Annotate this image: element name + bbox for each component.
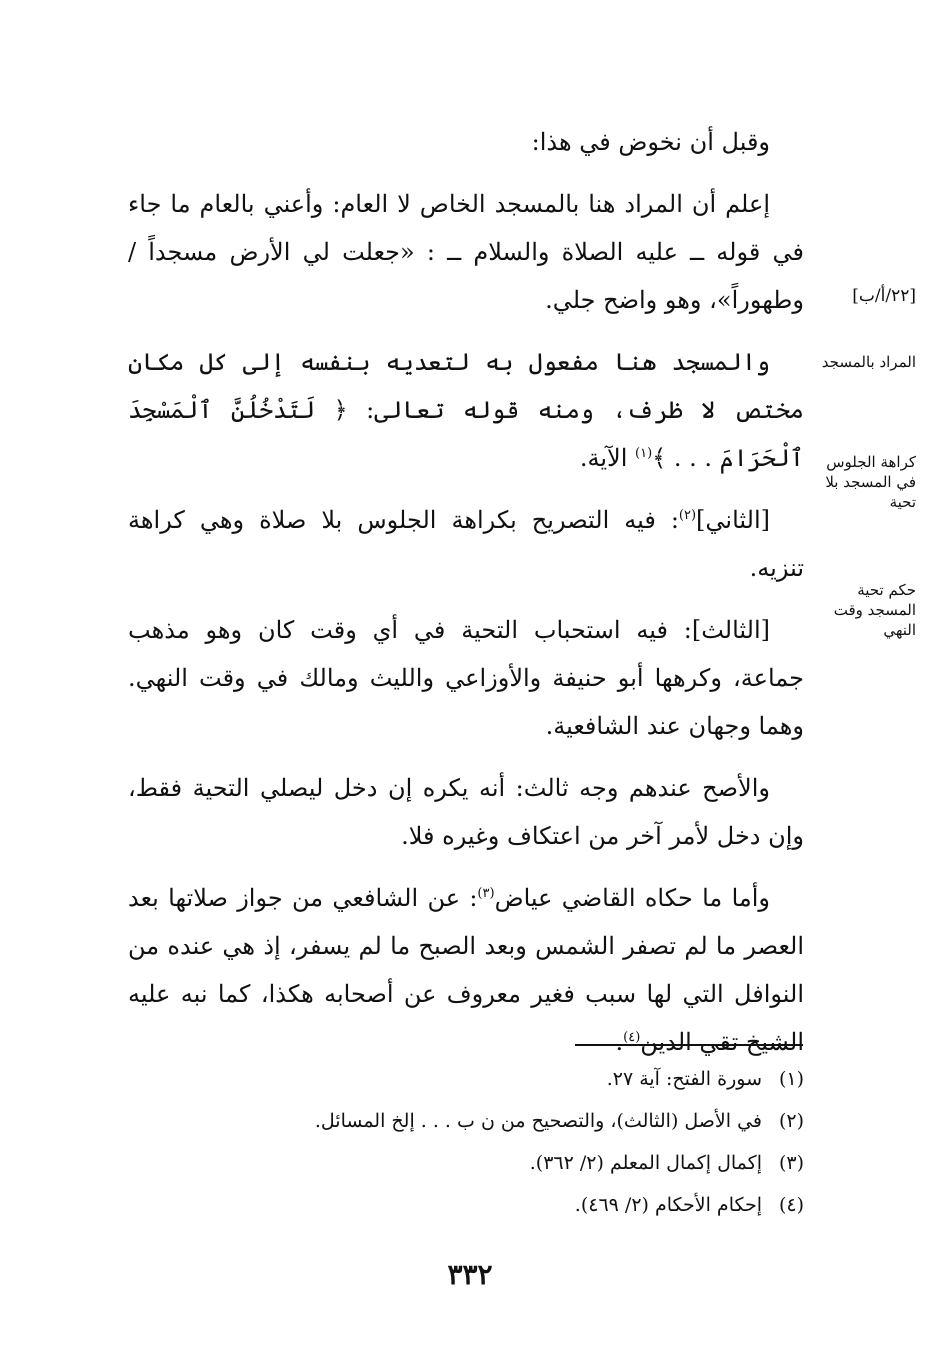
footnote-text: سورة الفتح: آية ٢٧. [606,1068,762,1090]
footnote-ref-2: (٢) [678,508,697,523]
footnote-4 [575,1192,804,1218]
paragraph-4-text: : فيه استحباب التحية في أي وقت كان وهو مذهب جماعة، وكرهها أبو حنيفة والأوزاعي والليث ومالك في وقت النهي. وهما وجهان عند الشافعية. [128,616,804,740]
footnote-number: (١) [778,1068,804,1090]
paragraph-6 [128,874,804,1066]
footnote-text: إكمال إكمال المعلم (٢/ ٣٦٢). [529,1152,762,1174]
margin-note-3: حكم تحية المسجد وقت النهي [833,581,916,639]
footnote-number: (٢) [778,1110,804,1132]
paragraph-3-text: : فيه التصريح بكراهة الجلوس بلا صلاة وهي كراهة تنزيه. [128,506,804,582]
paragraph-4 [128,606,804,750]
paragraph-2-text: والمسجد هنا مفعول به لتعديه بنفسه إلى كل مكان مختص لا ظرف، ومنه قوله تعالى: ﴿ لَتَدْخُلُنَّ ٱلْمَسْجِدَ ٱلْحَرَامَ . . . ﴾ [128,348,804,472]
footnote-ref-1: (١) [635,446,653,461]
paragraph-1: إعلم أن المراد هنا بالمسجد الخاص لا العام: وأعني بالعام ما جاء في قوله ــ عليه الصلاة والسلام ــ : «جعلت لي الأرض مسجداً / وطهوراً»، وهو واضح جلي. [128,190,804,314]
footnote-2 [315,1108,804,1134]
footnote-ref-4: (٤) [623,1030,641,1045]
paragraph-2-end: الآية. [579,444,636,472]
paragraph-6-text-2: : عن الشافعي من جواز صلاتها بعد العصر ما لم تصفر الشمس وبعد الصبح ما لم يسفر، إذ هي عنده من النوافل التي لها سبب فغير معروف عن أصحابه هكذا، كما نبه عليه الشيخ تقي الدين [128,884,804,1056]
paragraph-2 [128,338,804,482]
paragraph-6-text: وأما ما حكاه القاضي عياض [494,884,771,912]
footnote-text: في الأصل (الثالث)، والتصحيح من ن ب . . . إلخ المسائل. [314,1110,762,1132]
footnote-text: إحكام الأحكام (٢/ ٤٦٩). [574,1194,762,1216]
main-text [128,118,804,1080]
footnote-number: (٣) [778,1152,804,1174]
footnote-1 [607,1066,804,1092]
folio-reference: [٢٢/أ/ب] [852,286,916,306]
margin-note-2: كراهة الجلوس في المسجد بلا تحية [825,453,916,511]
section-label-second: [الثاني] [696,506,770,534]
footnote-3 [530,1150,804,1176]
intro-line: وقبل أن نخوض في هذا: [531,128,770,156]
footnote-ref-3: (٣) [477,886,495,901]
margin-note-1: المراد بالمسجد [821,353,916,371]
paragraph-3 [128,496,804,592]
footnote-number: (٤) [778,1194,804,1216]
paragraph-5: والأصح عندهم وجه ثالث: أنه يكره إن دخل ليصلي التحية فقط، وإن دخل لأمر آخر من اعتكاف وغيره فلا. [128,774,804,850]
page-number: ٣٣٢ [447,1258,493,1291]
paragraph-6-end: . [615,1028,624,1056]
footnote-divider [575,1044,803,1046]
section-label-third: [الثالث] [691,616,770,644]
